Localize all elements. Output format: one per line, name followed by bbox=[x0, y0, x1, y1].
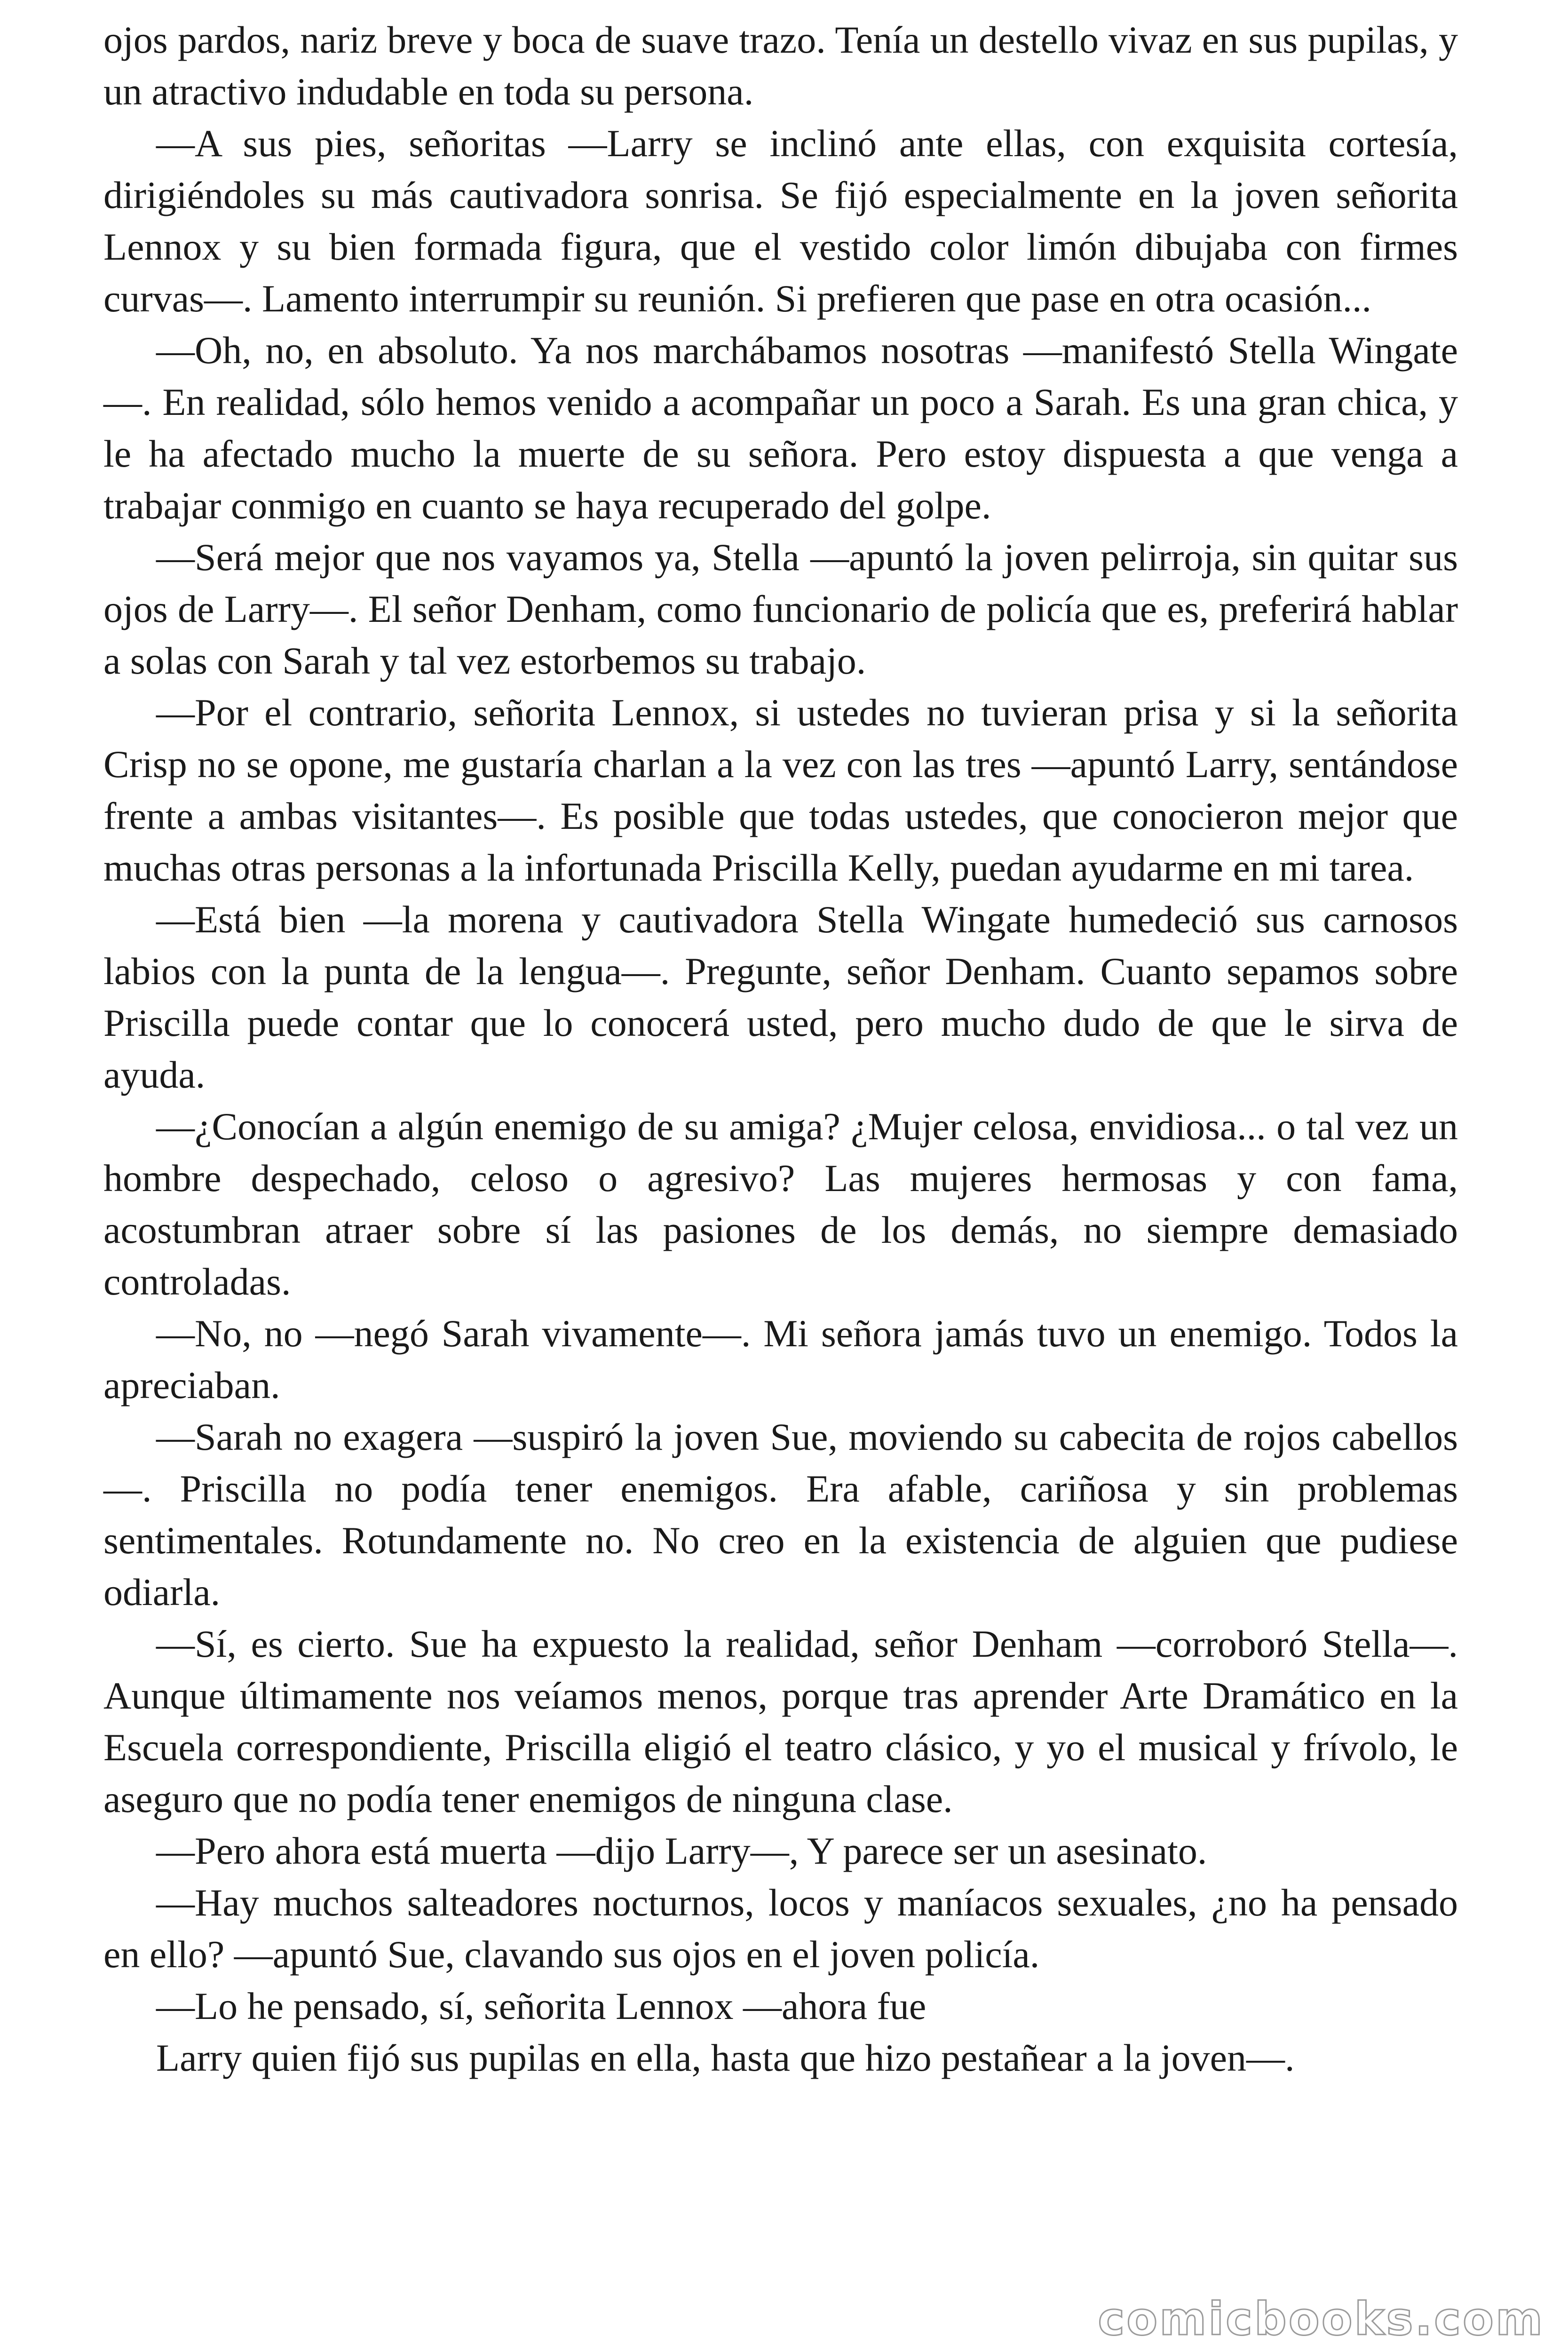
paragraph: —¿Conocían a algún enemigo de su amiga? ¿Mujer celosa, envidiosa... o tal vez un hombre despechado, celoso o agresivo? Las mujeres hermosas y con fama, acostumbran atraer sobre sí las pasiones de los demás, no siempre demasiado controladas. bbox=[103, 1105, 1458, 1303]
paragraph: —Sarah no exagera —suspiró la joven Sue, moviendo su cabecita de rojos cabellos—. Priscilla no podía tener enemigos. Era afable, cariñosa y sin problemas sentimentales. Rotundamente no. No creo en la existencia de alguien que pudiese odiarla. bbox=[103, 1415, 1458, 1613]
paragraph: ojos pardos, nariz breve y boca de suave trazo. Tenía un destello vivaz en sus pupilas, y un atractivo indudable en toda su persona. bbox=[103, 18, 1458, 113]
paragraph: —Será mejor que nos vayamos ya, Stella —apuntó la joven pelirroja, sin quitar sus ojos de Larry—. El señor Denham, como funcionario de policía que es, preferirá hablar a solas con Sarah y tal vez estorbemos su trabajo. bbox=[103, 536, 1458, 682]
paragraph: —Oh, no, en absoluto. Ya nos marchábamos nosotras —manifestó Stella Wingate—. En realidad, sólo hemos venido a acompañar un poco a Sarah. Es una gran chica, y le ha afectado mucho la muerte de su señora. Pero estoy dispuesta a que venga a trabajar conmigo en cuanto se haya recuperado del golpe. bbox=[103, 329, 1458, 527]
paragraph: Larry quien fijó sus pupilas en ella, hasta que hizo pestañear a la joven—. bbox=[156, 2036, 1295, 2079]
book-page bbox=[103, 14, 1458, 2084]
paragraph: —No, no —negó Sarah vivamente—. Mi señora jamás tuvo un enemigo. Todos la apreciaban. bbox=[103, 1312, 1458, 1406]
paragraph: —Sí, es cierto. Sue ha expuesto la realidad, señor Denham —corroboró Stella—. Aunque últimamente nos veíamos menos, porque tras aprender Arte Dramático en la Escuela correspondiente, Priscilla eligió el teatro clásico, y yo el musical y frívolo, le aseguro que no podía tener enemigos de ninguna clase. bbox=[103, 1622, 1458, 1820]
site-watermark: comicbooks.com bbox=[1098, 2293, 1544, 2345]
paragraph: —Por el contrario, señorita Lennox, si ustedes no tuvieran prisa y si la señorita Crisp no se opone, me gustaría charlan a la vez con las tres —apuntó Larry, sentándose frente a ambas visitantes—. Es posible que todas ustedes, que conocieron mejor que muchas otras personas a la infortunada Priscilla Kelly, puedan ayudarme en mi tarea. bbox=[103, 691, 1458, 889]
paragraph: —A sus pies, señoritas —Larry se inclinó ante ellas, con exquisita cortesía, dirigiéndoles su más cautivadora sonrisa. Se fijó especialmente en la joven señorita Lennox y su bien formada figura, que el vestido color limón dibujaba con firmes curvas—. Lamento interrumpir su reunión. Si prefieren que pase en otra ocasión... bbox=[103, 122, 1458, 320]
paragraph: —Lo he pensado, sí, señorita Lennox —ahora fue bbox=[156, 1985, 927, 2027]
paragraph: —Está bien —la morena y cautivadora Stella Wingate humedeció sus carnosos labios con la punta de la lengua—. Pregunte, señor Denham. Cuanto sepamos sobre Priscilla puede contar que lo conocerá usted, pero mucho dudo de que le sirva de ayuda. bbox=[103, 898, 1458, 1096]
paragraph: —Hay muchos salteadores nocturnos, locos y maníacos sexuales, ¿no ha pensado en ello? —apuntó Sue, clavando sus ojos en el joven policía. bbox=[103, 1881, 1458, 1976]
paragraph: —Pero ahora está muerta —dijo Larry—, Y parece ser un asesinato. bbox=[156, 1829, 1207, 1872]
